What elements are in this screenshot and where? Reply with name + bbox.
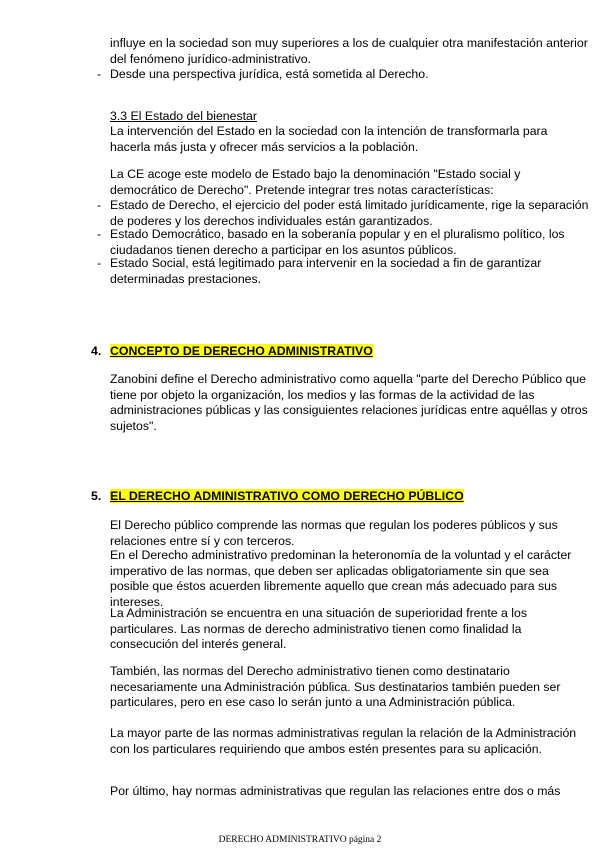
bullet-text: Estado de Derecho, el ejercicio del poder está limitado jurídicamente, rige la separación de poderes y los derechos individuales están garantizados.	[110, 198, 589, 228]
bullet-dash: -	[97, 227, 102, 241]
section-heading	[91, 488, 464, 504]
section-paragraph: También, las normas del Derecho administrativo tienen como destinatario necesariamente una Administración pública. Sus destinatarios también pueden ser particulares, pero en ese caso lo serán junto a una Administración pública.	[110, 664, 561, 709]
bullet-dash: -	[97, 198, 102, 212]
bullet-item	[97, 227, 592, 258]
section-paragraph: La mayor parte de las normas administrativas regulan la relación de la Administración con los particulares requiriendo que ambos estén presentes para su aplicación.	[110, 726, 577, 756]
subsection-paragraph: La CE acoge este modelo de Estado bajo la denominación "Estado social y democrático de Derecho". Pretende integrar tres notas características:	[110, 167, 521, 197]
section-number: 5.	[91, 489, 102, 503]
bullet-item	[97, 67, 592, 83]
section-title: CONCEPTO DE DERECHO ADMINISTRATIVO	[110, 344, 373, 358]
subsection-paragraph: La intervención del Estado en la sociedad con la intención de transformarla para hacerla más justa y ofrecer más servicios a la población.	[110, 124, 548, 154]
section-paragraph: El Derecho público comprende las normas que regulan los poderes públicos y sus relaciones entre sí y con terceros.	[110, 518, 558, 548]
section-paragraph: En el Derecho administrativo predominan la heteronomía de la voluntad y el carácter imperativo de las normas, que deben ser aplicadas obligatoriamente sin que sea posible que éstos acuerden libremente aquello que crean más adecuado para sus intereses.	[110, 548, 572, 609]
section-number: 4.	[91, 344, 102, 358]
bullet-text: Estado Social, está legitimado para intervenir en la sociedad a fin de garantizar determinadas prestaciones.	[110, 256, 542, 286]
section-heading	[91, 343, 373, 359]
section-title: EL DERECHO ADMINISTRATIVO COMO DERECHO PÚBLICO	[110, 489, 464, 503]
bullet-item	[97, 256, 592, 287]
section-paragraph: Zanobini define el Derecho administrativo como aquella "parte del Derecho Público que tiene por objeto la organización, los medios y las formas de la actividad de las administraciones públicas y las consiguientes relaciones jurídicas entre aquéllas y otros sujetos".	[110, 372, 588, 433]
section-paragraph: La Administración se encuentra en una situación de superioridad frente a los particulares. Las normas de derecho administrativo tienen como finalidad la consecución del interés general.	[110, 606, 527, 651]
section-paragraph: Por último, hay normas administrativas que regulan las relaciones entre dos o más	[110, 784, 561, 798]
bullet-text: Desde una perspectiva jurídica, está sometida al Derecho.	[110, 67, 429, 81]
top-paragraph: influye en la sociedad son muy superiores a los de cualquier otra manifestación anterior del fenómeno jurídico-administrativo.	[110, 36, 588, 66]
bullet-text: Estado Democrático, basado en la soberanía popular y en el pluralismo político, los ciudadanos tienen derecho a participar en los asuntos públicos.	[110, 227, 565, 257]
bullet-item	[97, 198, 592, 229]
subsection-title: 3.3 El Estado del bienestar	[110, 109, 257, 123]
bullet-dash: -	[97, 67, 102, 81]
page-footer: DERECHO ADMINISTRATIVO página 2	[218, 835, 382, 845]
bullet-dash: -	[97, 256, 102, 270]
